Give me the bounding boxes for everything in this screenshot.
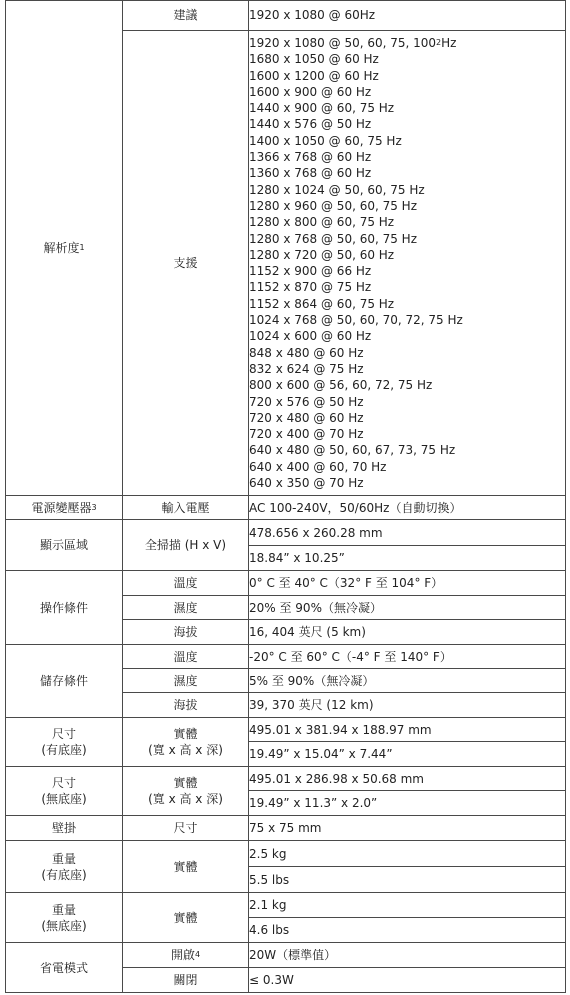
supported-item: 1024 x 600 @ 60 Hz (249, 329, 372, 344)
storage-humidity-label: 濕度 (123, 669, 249, 693)
supported-item: 1280 x 720 @ 50, 60 Hz (249, 247, 395, 262)
dimensions-stand-row-mm (6, 718, 566, 742)
weight-nostand-kg: 2.1 kg (249, 893, 566, 918)
supported-item: 1600 x 900 @ 60 Hz (249, 84, 372, 99)
resolution-recommended-row (6, 1, 566, 31)
dimensions-stand-label-line1: 實體 (173, 727, 198, 742)
display-area-in: 18.84” x 10.25” (249, 546, 566, 571)
operating-temp-label: 溫度 (123, 571, 249, 596)
supported-item: 1280 x 1024 @ 50, 60, 75 Hz (249, 182, 425, 197)
dimensions-stand-mm: 495.01 x 381.94 x 188.97 mm (249, 718, 566, 742)
display-area-mm: 478.656 x 260.28 mm (249, 520, 566, 546)
supported-item: 720 x 576 @ 50 Hz (249, 394, 364, 409)
dimensions-nostand-category-line1: 尺寸 (51, 776, 76, 791)
weight-stand-category-line2: (有底座) (41, 867, 87, 882)
wall-mount-label: 尺寸 (123, 816, 249, 841)
supported-item: 1280 x 800 @ 60, 75 Hz (249, 215, 395, 230)
dimensions-stand-in: 19.49” x 15.04” x 7.44” (249, 742, 566, 767)
dimensions-nostand-category (6, 767, 123, 816)
weight-stand-category (6, 841, 123, 893)
weight-nostand-row-kg (6, 893, 566, 918)
supported-item: 640 x 480 @ 50, 60, 67, 73, 75 Hz (249, 443, 456, 458)
supported-item: 832 x 624 @ 75 Hz (249, 361, 364, 376)
full-scan-label: 全掃描 (H x V) (123, 520, 249, 571)
operating-temp-value: 0° C 至 40° C（32° F 至 104° F） (249, 571, 566, 596)
recommended-value: 1920 x 1080 @ 60Hz (249, 1, 566, 31)
wall-mount-category: 壁掛 (6, 816, 123, 841)
power-saving-on-label (123, 943, 249, 968)
storage-altitude-label: 海拔 (123, 693, 249, 718)
dimensions-stand-category-line2: (有底座) (41, 743, 87, 758)
storage-temp-value: -20° C 至 60° C（-4° F 至 140° F） (249, 645, 566, 669)
resolution-category-label: 解析度 (43, 241, 80, 255)
dimensions-nostand-label-line1: 實體 (173, 776, 198, 791)
footnote-marker: 3 (91, 502, 97, 512)
weight-stand-label: 實體 (123, 841, 249, 893)
dimensions-nostand-label-line2: (寬 x 高 x 深) (148, 792, 223, 807)
wall-mount-row (6, 816, 566, 841)
supported-item: 1680 x 1050 @ 60 Hz (249, 52, 379, 67)
supported-item: 640 x 350 @ 70 Hz (249, 476, 364, 491)
storage-category: 儲存條件 (6, 645, 123, 718)
footnote-marker: 1 (79, 243, 85, 252)
wall-mount-value: 75 x 75 mm (249, 816, 566, 841)
supported-item-first-unit: Hz (441, 36, 457, 50)
dimensions-stand-label-line2: (寬 x 高 x 深) (148, 743, 223, 758)
supported-item: 1360 x 768 @ 60 Hz (249, 166, 372, 181)
operating-humidity-value: 20% 至 90%（無冷凝） (249, 596, 566, 620)
storage-humidity-value: 5% 至 90%（無冷凝） (249, 669, 566, 693)
supported-item: 800 x 600 @ 56, 60, 72, 75 Hz (249, 378, 433, 393)
supported-item: 1600 x 1200 @ 60 Hz (249, 68, 379, 83)
resolution-category (6, 1, 123, 496)
storage-temp-label: 溫度 (123, 645, 249, 669)
supported-item: 1280 x 960 @ 50, 60, 75 Hz (249, 198, 418, 213)
power-adapter-category-label: 電源變壓器 (31, 500, 92, 515)
supported-item: 1400 x 1050 @ 60, 75 Hz (249, 133, 402, 148)
supported-item: 640 x 400 @ 60, 70 Hz (249, 459, 387, 474)
power-saving-on-value: 20W（標準值） (249, 943, 566, 968)
supported-item: 1280 x 768 @ 50, 60, 75 Hz (249, 231, 418, 246)
supported-item-first-text: 1920 x 1080 @ 50, 60, 75, 100 (249, 36, 437, 50)
storage-temp-row (6, 645, 566, 669)
supported-item-first (249, 35, 565, 51)
power-adapter-row (6, 496, 566, 520)
operating-altitude-label: 海拔 (123, 620, 249, 645)
weight-stand-row-kg (6, 841, 566, 867)
dimensions-stand-category (6, 718, 123, 767)
input-voltage-value: AC 100-240V，50/60Hz（自動切換） (249, 496, 566, 520)
display-area-row-mm (6, 520, 566, 546)
power-adapter-category (6, 496, 123, 520)
dimensions-nostand-row-mm (6, 767, 566, 791)
recommended-label: 建議 (123, 1, 249, 31)
operating-category: 操作條件 (6, 571, 123, 645)
supported-item: 1366 x 768 @ 60 Hz (249, 150, 372, 165)
weight-nostand-label: 實體 (123, 893, 249, 943)
weight-stand-category-line1: 重量 (51, 851, 76, 866)
dimensions-nostand-mm: 495.01 x 286.98 x 50.68 mm (249, 767, 566, 791)
input-voltage-label: 輸入電壓 (123, 496, 249, 520)
supported-item: 1024 x 768 @ 50, 60, 70, 72, 75 Hz (249, 313, 463, 328)
power-saving-on-row (6, 943, 566, 968)
supported-item: 1152 x 900 @ 66 Hz (249, 264, 372, 279)
supported-label: 支援 (123, 31, 249, 496)
supported-list (249, 31, 566, 496)
dimensions-nostand-label (123, 767, 249, 816)
weight-nostand-category-line1: 重量 (51, 902, 76, 917)
footnote-marker: 4 (194, 950, 201, 960)
power-saving-off-label: 關閉 (123, 968, 249, 993)
supported-item: 1152 x 870 @ 75 Hz (249, 280, 372, 295)
footnote-marker: 2 (436, 38, 442, 47)
spec-table (5, 0, 566, 993)
dimensions-stand-label (123, 718, 249, 767)
supported-items (249, 51, 565, 491)
supported-item: 848 x 480 @ 60 Hz (249, 345, 364, 360)
weight-nostand-lbs: 4.6 lbs (249, 918, 566, 943)
operating-humidity-label: 濕度 (123, 596, 249, 620)
supported-item: 1440 x 576 @ 50 Hz (249, 117, 372, 132)
display-area-category: 顯示區域 (6, 520, 123, 571)
weight-stand-kg: 2.5 kg (249, 841, 566, 867)
weight-stand-lbs: 5.5 lbs (249, 867, 566, 893)
dimensions-nostand-category-line2: (無底座) (41, 792, 87, 807)
weight-nostand-category-line2: (無底座) (41, 918, 87, 933)
power-saving-on-label-text: 開啟 (170, 948, 195, 963)
storage-altitude-value: 39, 370 英尺 (12 km) (249, 693, 566, 718)
supported-item: 1152 x 864 @ 60, 75 Hz (249, 296, 395, 311)
operating-temp-row (6, 571, 566, 596)
dimensions-stand-category-line1: 尺寸 (51, 727, 76, 742)
dimensions-nostand-in: 19.49” x 11.3” x 2.0” (249, 791, 566, 816)
supported-item: 720 x 480 @ 60 Hz (249, 410, 364, 425)
supported-item: 1440 x 900 @ 60, 75 Hz (249, 101, 395, 116)
operating-altitude-value: 16, 404 英尺 (5 km) (249, 620, 566, 645)
power-saving-category: 省電模式 (6, 943, 123, 993)
weight-nostand-category (6, 893, 123, 943)
power-saving-off-value: ≤ 0.3W (249, 968, 566, 993)
supported-item: 720 x 400 @ 70 Hz (249, 427, 364, 442)
